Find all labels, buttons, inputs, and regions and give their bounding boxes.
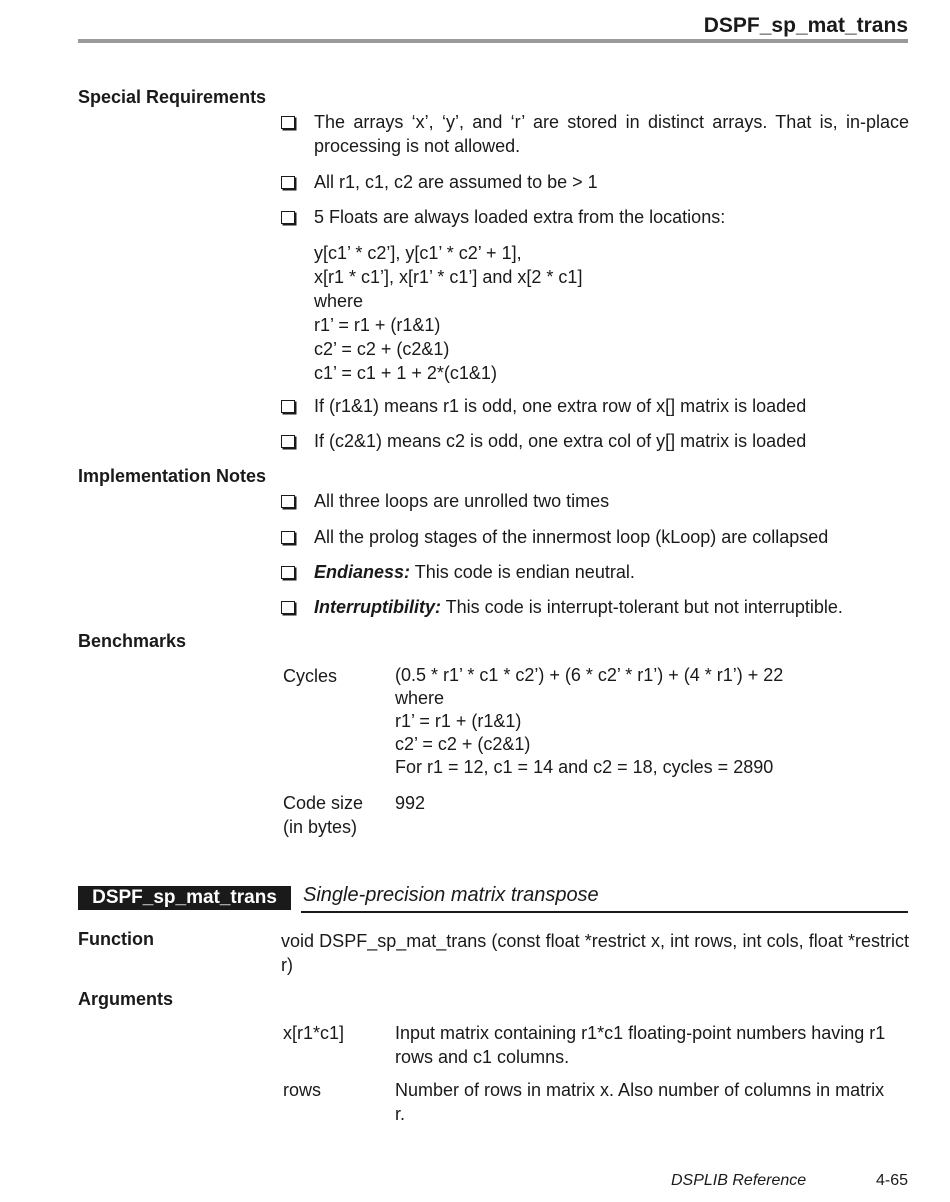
extra-locations-block [314,241,909,385]
arg-name: rows [283,1080,322,1100]
locations-line: x[r1 * c1’], x[r1’ * c1’] and x[2 * c1] [314,267,583,287]
cycles-line: r1’ = r1 + (r1&1) [395,711,522,731]
item-text: All r1, c1, c2 are assumed to be > 1 [314,172,598,192]
locations-line: c2’ = c2 + (c2&1) [314,339,450,359]
locations-line: where [314,291,364,311]
impl-note-item-2 [281,525,909,549]
section-title-bar: DSPF_sp_mat_trans [78,886,291,910]
function-signature: void DSPF_sp_mat_trans (const float *restrict x, int rows, int cols, float *restrict r) [281,931,909,975]
item-text: All the prolog stages of the innermost loop (kLoop) are collapsed [314,527,829,547]
special-req-item-4 [281,394,909,418]
endianess-text: This code is endian neutral. [410,562,635,582]
footer-reference: DSPLIB Reference [671,1172,807,1189]
checkbox-bullet-icon [281,116,295,129]
checkbox-bullet-icon [281,531,295,544]
interruptibility-term: Interruptibility: [314,597,441,617]
special-req-item-1 [281,110,909,158]
item-text: The arrays ‘x’, ‘y’, and ‘r’ are stored in distinct arrays. That is, in-place processing is not allowed. [314,112,909,156]
impl-note-item-endianess [281,560,909,584]
footer-page-number: 4-65 [875,1172,908,1189]
special-requirements-heading: Special Requirements [78,87,267,107]
cycles-label: Cycles [283,666,338,686]
arguments-heading: Arguments [78,989,174,1009]
checkbox-bullet-icon [281,601,295,614]
code-size-label-line: (in bytes) [283,817,358,837]
item-text [314,595,909,619]
arg-name: x[r1*c1] [283,1023,345,1043]
item-text: All three loops are unrolled two times [314,491,610,511]
arg-description: Number of rows in matrix x. Also number of columns in matrix r. [395,1080,885,1124]
checkbox-bullet-icon [281,435,295,448]
impl-note-item-interruptibility [281,595,909,619]
cycles-line: (0.5 * r1’ * c1 * c2’) + (6 * c2’ * r1’) + (4 * r1’) + 22 [395,665,784,685]
item-text: If (c2&1) means c2 is odd, one extra col of y[] matrix is loaded [314,431,807,451]
section-subtitle: Single-precision matrix transpose [303,884,599,906]
code-size-label [283,791,363,839]
special-req-item-5 [281,429,909,453]
item-text: 5 Floats are always loaded extra from the locations: [314,207,726,227]
endianess-term: Endianess: [314,562,411,582]
special-req-item-3 [281,205,909,385]
impl-note-item-1 [281,489,909,513]
code-size-value: 992 [395,793,426,813]
locations-line: r1’ = r1 + (r1&1) [314,315,441,335]
checkbox-bullet-icon [281,495,295,508]
header-rule [78,39,908,43]
cycles-line: c2’ = c2 + (c2&1) [395,734,531,754]
locations-line: y[c1’ * c2’], y[c1’ * c2’ + 1], [314,243,522,263]
cycles-formula-block [395,664,783,779]
checkbox-bullet-icon [281,176,295,189]
checkbox-bullet-icon [281,400,295,413]
code-size-label-line: Code size [283,793,364,813]
checkbox-bullet-icon [281,211,295,224]
special-req-item-2 [281,170,909,194]
page-header-title: DSPF_sp_mat_trans [703,14,908,37]
interruptibility-text: This code is interrupt-tolerant but not interruptible. [441,597,843,617]
item-text [314,560,909,584]
arg-description: Input matrix containing r1*c1 floating-point numbers having r1 rows and c1 columns. [395,1023,886,1067]
checkbox-bullet-icon [281,566,295,579]
item-text: If (r1&1) means r1 is odd, one extra row of x[] matrix is loaded [314,396,807,416]
implementation-notes-heading: Implementation Notes [78,466,267,486]
cycles-line: where [395,688,445,708]
function-heading: Function [78,929,154,949]
benchmarks-heading: Benchmarks [78,631,187,651]
cycles-line: For r1 = 12, c1 = 14 and c2 = 18, cycles = 2890 [395,757,774,777]
locations-line: c1’ = c1 + 1 + 2*(c1&1) [314,363,497,383]
section-rule [301,911,908,913]
